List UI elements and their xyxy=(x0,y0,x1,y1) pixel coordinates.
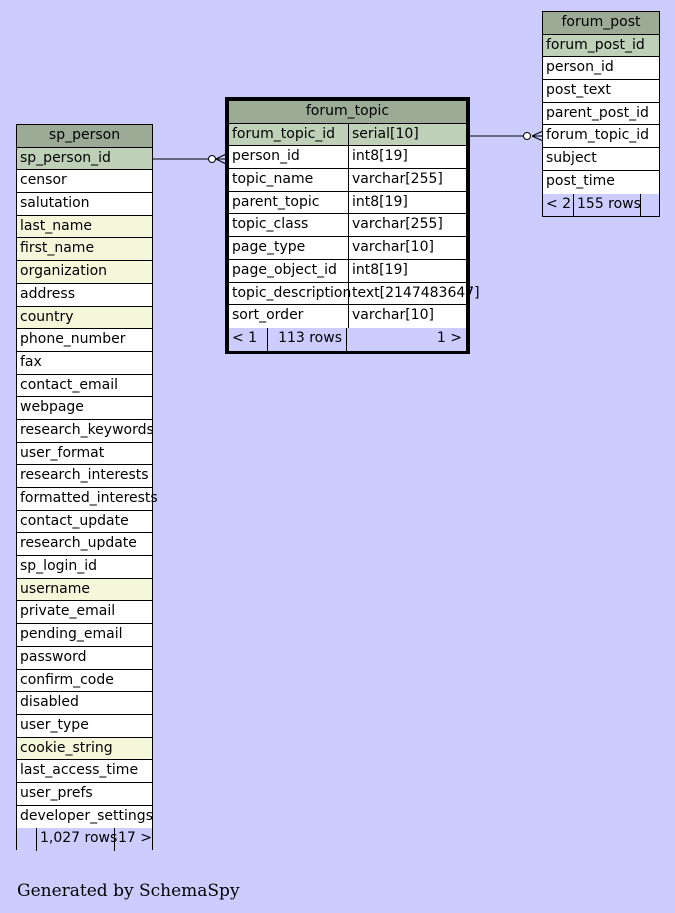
table-footer xyxy=(17,828,152,851)
column-row[interactable] xyxy=(543,80,659,103)
column-row[interactable] xyxy=(17,601,152,624)
column-row[interactable] xyxy=(17,488,158,511)
column-row[interactable] xyxy=(17,216,152,239)
column-row[interactable] xyxy=(543,35,659,58)
column-row[interactable] xyxy=(543,103,659,126)
table-sp-person[interactable] xyxy=(16,124,158,850)
column-row[interactable] xyxy=(17,670,152,693)
column-type: text[2147483647] xyxy=(352,284,480,301)
column-name: address xyxy=(20,285,76,302)
column-name: cookie_string xyxy=(20,739,113,756)
column-row[interactable] xyxy=(229,305,466,328)
table-columns xyxy=(543,35,659,194)
column-name: confirm_code xyxy=(20,671,114,688)
column-name: pending_email xyxy=(20,626,123,643)
column-type: int8[19] xyxy=(352,148,408,165)
table-columns xyxy=(229,124,480,328)
column-name: user_format xyxy=(20,444,105,461)
column-row[interactable] xyxy=(17,193,152,216)
column-row[interactable] xyxy=(229,237,466,260)
column-row[interactable] xyxy=(229,169,466,192)
table-forum-topic[interactable] xyxy=(225,97,480,354)
column-row[interactable] xyxy=(17,760,152,783)
column-name: topic_description xyxy=(229,283,349,305)
column-row[interactable] xyxy=(17,261,152,284)
row-count: 1,027 rows xyxy=(37,828,115,851)
column-type: serial[10] xyxy=(352,125,419,142)
column-row[interactable] xyxy=(17,556,152,579)
column-name: sp_person_id xyxy=(20,149,111,166)
column-name: formatted_interests xyxy=(20,490,158,506)
column-type: varchar[255] xyxy=(352,171,443,188)
column-name: contact_update xyxy=(20,512,129,529)
column-name: private_email xyxy=(20,603,116,620)
column-row[interactable] xyxy=(543,57,659,80)
column-row[interactable] xyxy=(543,125,659,148)
column-row[interactable] xyxy=(17,647,152,670)
column-row[interactable] xyxy=(229,283,480,306)
column-row[interactable] xyxy=(229,214,466,237)
column-type: varchar[10] xyxy=(352,307,434,324)
link-post-topic-optional-marker xyxy=(524,133,531,140)
column-name: last_access_time xyxy=(20,762,139,779)
column-name: person_id xyxy=(546,59,614,76)
column-name: last_name xyxy=(20,217,92,234)
column-name: parent_topic xyxy=(229,192,349,214)
table-footer xyxy=(543,194,659,217)
column-row[interactable] xyxy=(17,806,152,829)
column-row[interactable] xyxy=(229,192,466,215)
column-row[interactable] xyxy=(17,420,152,443)
column-name: developer_settings xyxy=(20,807,153,824)
column-name: phone_number xyxy=(20,331,126,348)
column-name: disabled xyxy=(20,694,79,711)
column-name: parent_post_id xyxy=(546,104,649,121)
column-row[interactable] xyxy=(17,375,152,398)
column-row[interactable] xyxy=(17,738,152,761)
column-row[interactable] xyxy=(17,148,152,171)
column-type: varchar[255] xyxy=(352,216,443,233)
column-row[interactable] xyxy=(543,148,659,171)
column-type: int8[19] xyxy=(352,261,408,278)
column-row[interactable] xyxy=(17,284,152,307)
column-row[interactable] xyxy=(17,443,152,466)
row-count: 155 rows xyxy=(574,194,641,217)
column-row[interactable] xyxy=(229,124,466,147)
column-row[interactable] xyxy=(17,692,152,715)
column-name: research_update xyxy=(20,535,137,552)
row-count: 113 rows xyxy=(268,328,347,351)
column-name: topic_name xyxy=(229,169,349,191)
column-name: user_prefs xyxy=(20,784,93,801)
column-row[interactable] xyxy=(17,511,152,534)
link-topic-person-optional-marker xyxy=(209,156,216,163)
column-row[interactable] xyxy=(17,352,152,375)
column-type: varchar[10] xyxy=(352,239,434,256)
column-name: page_type xyxy=(229,237,349,259)
column-name: research_keywords xyxy=(20,421,154,438)
column-name: person_id xyxy=(229,146,349,168)
column-row[interactable] xyxy=(17,579,152,602)
column-name: sp_login_id xyxy=(20,558,98,575)
column-row[interactable] xyxy=(17,533,152,556)
column-name: user_type xyxy=(20,716,89,733)
column-name: country xyxy=(20,308,74,325)
table-columns xyxy=(17,148,158,829)
column-row[interactable] xyxy=(17,170,152,193)
column-row[interactable] xyxy=(17,783,152,806)
children-link[interactable]: 17 > xyxy=(118,830,152,847)
column-name: forum_topic_id xyxy=(229,124,349,146)
column-name: contact_email xyxy=(20,376,118,393)
column-name: post_text xyxy=(546,82,611,99)
column-row[interactable] xyxy=(17,307,152,330)
parents-link[interactable]: < 1 xyxy=(229,328,268,351)
column-name: webpage xyxy=(20,399,84,416)
column-type: int8[19] xyxy=(352,193,408,210)
column-name: password xyxy=(20,648,87,665)
column-row[interactable] xyxy=(17,238,152,261)
table-header[interactable]: forum_post xyxy=(543,12,659,35)
column-name: page_object_id xyxy=(229,260,349,282)
column-row[interactable] xyxy=(17,465,152,488)
column-row[interactable] xyxy=(17,397,152,420)
column-name: forum_topic_id xyxy=(546,127,650,144)
parents-link[interactable] xyxy=(17,828,37,851)
column-row[interactable] xyxy=(17,624,152,647)
parents-link[interactable]: < 2 xyxy=(543,194,574,217)
column-name: first_name xyxy=(20,240,95,257)
column-name: topic_class xyxy=(229,214,349,236)
column-name: censor xyxy=(20,172,67,189)
column-name: post_time xyxy=(546,172,615,189)
generated-by-caption: Generated by SchemaSpy xyxy=(17,881,240,901)
column-name: username xyxy=(20,580,90,597)
table-header[interactable]: forum_topic xyxy=(229,101,466,124)
column-name: sort_order xyxy=(229,305,349,328)
children-link[interactable]: 1 > xyxy=(436,329,462,346)
column-row[interactable] xyxy=(229,146,466,169)
table-forum-post[interactable] xyxy=(542,11,660,217)
column-name: subject xyxy=(546,150,597,167)
column-row[interactable] xyxy=(229,260,466,283)
table-footer xyxy=(229,328,466,351)
column-row[interactable] xyxy=(17,329,152,352)
column-name: salutation xyxy=(20,195,90,212)
column-row[interactable] xyxy=(543,171,659,194)
children-link[interactable] xyxy=(641,194,659,217)
table-header[interactable]: sp_person xyxy=(17,125,152,148)
column-name: organization xyxy=(20,263,108,280)
column-row[interactable] xyxy=(17,715,152,738)
column-name: forum_post_id xyxy=(546,36,645,53)
column-name: fax xyxy=(20,353,42,370)
column-name: research_interests xyxy=(20,467,149,484)
